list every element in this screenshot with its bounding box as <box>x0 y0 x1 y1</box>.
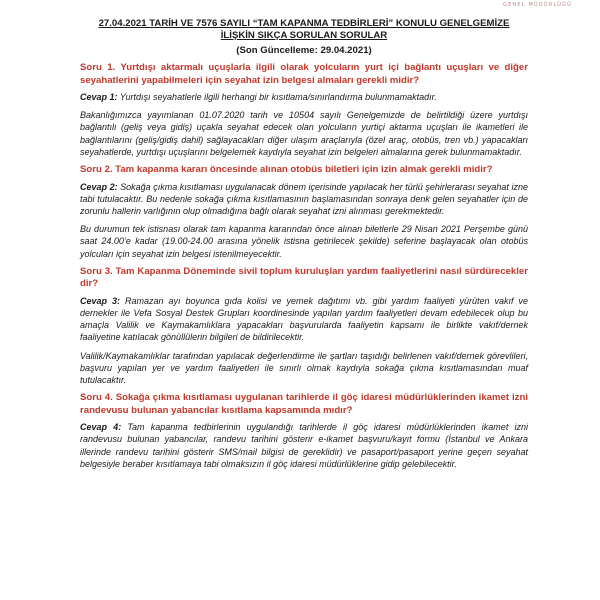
document-body <box>80 18 528 476</box>
document-title-line1: 27.04.2021 TARİH VE 7576 SAYILI “TAM KAPANMA TEDBİRLERİ” KONULU GENELGEMİZE <box>98 18 510 29</box>
answer-text: Ramazan ayı boyunca gıda kolisi ve yemek dağıtımı vb. gibi yardım faaliyeti yürüten vakıf ve dernekler ile Vefa Sosyal Destek Grupları koordinesinde yapılan yardım faaliyetleri devam edebilecek olup bu amaçla Valilik ve Kaymakamlıklara yapacakları başvurularda faaliyetin kapsamı ile birlikte vakıf/dernek faaliyetine katılacak gönüllülerin bilgileri de bildirilecektir. <box>80 295 528 343</box>
question-1: Soru 1. Yurtdışı aktarmalı uçuşlarla ilgili olarak yolcuların yurt içi bağlantı uçuşları ve diğer seyahatlerini yapabilmeleri için seyahat izin belgesi almaları gerekli midir? <box>80 62 528 86</box>
answer-label: Cevap 3: <box>80 295 121 306</box>
answer-text: Sokağa çıkma kısıtlaması uygulanacak dönem içerisinde yapılacak her türlü şehirlerarası seyahat izne tabi tutulacaktır. Bu nedenle sokağa çıkma kısıtlamasının başlamasından sonraya denk gelen seyahatler için de zorunlu hallerin varlığının olup olmadığına bağlı olarak seyahat izni alınması gerekmektedir. <box>80 181 528 216</box>
question-2: Soru 2. Tam kapanma kararı öncesinde alınan otobüs biletleri için izin almak gerekli midir? <box>80 164 493 176</box>
answer-1 <box>80 91 528 103</box>
answer-text: Tam kapanma tedbirlerinin uygulandığı tarihlerde il göç idaresi müdürlüklerinden ikamet izni randevusu bulunan yabancılar, randevu tarihini gösterir e-ikamet başvuru/kayıt formu (İstanbul ve Ankara illerinde randevu tarihini gösterir SMS/mail bilgisi de gereklidir) ve pasaport/pasaport yerine geçen seyahat belgesiyle beraber kısıtlamaya tabi olmaksızın il göç idaresi müdürlüklerine gidip gelebilecektir. <box>80 422 528 469</box>
answer-1-detail: Bakanlığımızca yayımlanan 01.07.2020 tarih ve 10504 sayılı Genelgemizde de belirtildiği üzere yurtdışı bağlantılı (geliş veya gidiş) uçakla seyahat edecek olan yolcuların yurtiçi aktarma uçuşları ile ikametleri ile bağlantılarını (geliş/gidiş dahil) sağlayacakları diğer ulaşım araçlarıyla (özel araç, otobüs, tren vb.) yapacakları seyahatlerde, yurtdışı uçuşlarını belgelemek kaydıyla seyahat izin belgeleri almalarına gerek bulunmamaktadır. <box>80 110 528 157</box>
question-4: Soru 4. Sokağa çıkma kısıtlaması uygulanan tarihlerde il göç idaresi müdürlüklerinden ikamet izni randevusu bulunan yabancılar kısıtlama kapsamında mıdır? <box>80 392 528 416</box>
answer-text: Yurtdışı seyahatlerle ilgili herhangi bir kısıtlama/sınırlandırma bulunmamaktadır. <box>117 92 437 102</box>
document-title-line2: İLİŞKİN SIKÇA SORULAN SORULAR <box>220 30 388 41</box>
answer-2 <box>80 181 528 218</box>
header-logo <box>452 0 572 10</box>
answer-label: Cevap 4: <box>80 422 122 433</box>
answer-2-detail: Bu durumun tek istisnası olarak tam kapanma kararından önce alınan biletlerle 29 Nisan 2021 Perşembe günü saat 24.00’e kadar (19.00-24.00 arasına yönelik istisna getirilecek şekilde) seferine başlayacak olan otobüs yolcuları için seyahat izin belgesi istenilmeyecektir. <box>80 224 528 259</box>
answer-label: Cevap 2: <box>80 181 118 192</box>
question-3: Soru 3. Tam Kapanma Döneminde sivil toplum kuruluşları yardım faaliyetlerini nasıl sürdürecekler dir? <box>80 265 528 290</box>
answer-3-detail: Valilik/Kaymakamlıklar tarafından yapılacak değerlendirme ile şartları taşıdığı belirlenen vakıf/dernek görevlileri, başvuru yapılan yer ve yardım faaliyetleri ile sınırlı olmak kaydıyla sokağa çıkma kısıtlamasından muaf tutulacaktır. <box>80 350 528 385</box>
logo-text: GENEL MÜDÜRLÜĞÜ <box>503 2 572 8</box>
answer-4 <box>80 421 528 470</box>
answer-label: Cevap 1: <box>80 92 118 102</box>
seal-emblem-icon <box>268 0 294 6</box>
answer-3 <box>80 295 528 344</box>
last-updated: (Son Güncelleme: 29.04.2021) <box>236 45 372 56</box>
